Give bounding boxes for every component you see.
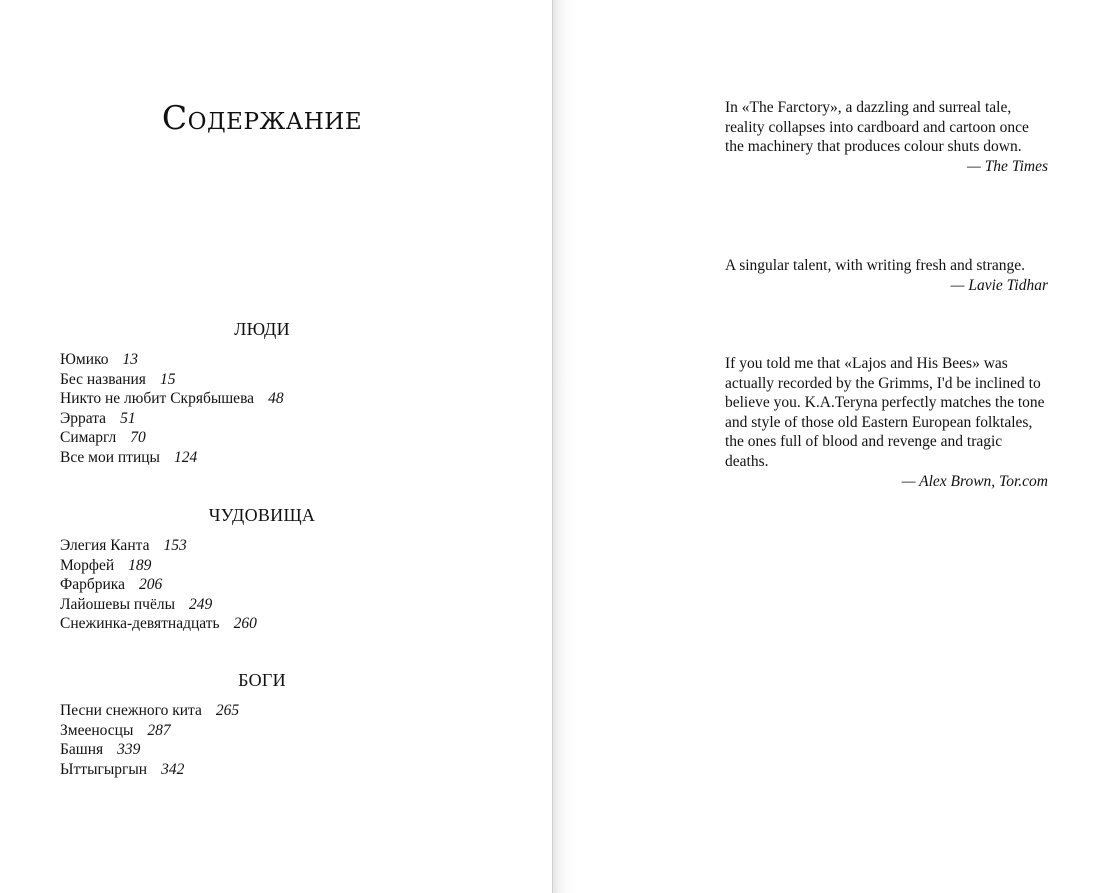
- toc-entry[interactable]: [60, 701, 464, 721]
- section-heading: ЛЮДИ: [234, 319, 290, 339]
- toc-entry[interactable]: [60, 721, 464, 741]
- entry-title: Все мои птицы: [60, 448, 160, 466]
- toc-entry[interactable]: [60, 614, 464, 634]
- toc-entry[interactable]: [60, 389, 464, 409]
- page-title: Содержание: [161, 98, 363, 137]
- entry-page-number: 51: [120, 409, 136, 427]
- quote-source: — Lavie Tidhar: [950, 276, 1048, 294]
- left-page: [0, 0, 553, 893]
- toc-entry[interactable]: [60, 595, 464, 615]
- toc-entry[interactable]: [60, 409, 464, 429]
- section-heading: ЧУДОВИЩА: [208, 505, 316, 525]
- entry-page-number: 70: [130, 429, 146, 447]
- entry-title: Юмико: [60, 351, 109, 368]
- entry-title: Змееносцы: [60, 721, 134, 739]
- entry-title: Симаргл: [60, 429, 117, 447]
- entry-page-number: 48: [268, 390, 284, 408]
- quote-text: In «The Farctory», a dazzling and surreal tale, reality collapses into cardboard and cartoon once the machinery that produces colour shuts down.: [725, 99, 1029, 156]
- entry-page-number: 339: [117, 741, 141, 759]
- entry-page-number: 153: [163, 537, 187, 554]
- entry-page-number: 189: [128, 556, 152, 574]
- blurb-quote: [725, 354, 1048, 491]
- entry-title: Фарбрика: [60, 576, 125, 594]
- entry-page-number: 342: [161, 760, 185, 778]
- quote-source: — The Times: [967, 157, 1048, 175]
- toc-entry[interactable]: [60, 536, 464, 556]
- entry-page-number: 260: [233, 615, 257, 633]
- entry-page-number: 124: [173, 448, 198, 466]
- toc-entry[interactable]: [60, 428, 464, 448]
- entry-page-number: 249: [188, 595, 213, 613]
- entry-title: Башня: [60, 741, 104, 759]
- entry-page-number: 206: [138, 576, 163, 594]
- quote-source: — Alex Brown, Tor.com: [901, 472, 1048, 490]
- entry-title: Бес названия: [60, 370, 146, 388]
- toc-entry[interactable]: [60, 760, 464, 780]
- toc-entry[interactable]: [60, 740, 464, 760]
- entry-title: Морфей: [60, 556, 115, 574]
- entry-title: Песни снежного кита: [60, 702, 202, 719]
- blurb-quote: [725, 98, 1048, 176]
- entry-title: Лайошевы пчёлы: [60, 595, 175, 613]
- toc-entry[interactable]: [60, 575, 464, 595]
- entry-title: Элегия Канта: [60, 537, 150, 554]
- toc-entry[interactable]: [60, 556, 464, 576]
- quote-text: If you told me that «Lajos and His Bees» was actually recorded by the Grimms, I'd be inclined to believe you. K.A.Teryna perfectly matches the tone and style of those old Eastern European folktales, the ones full of blood and revenge and tragic deaths.: [725, 355, 1045, 470]
- entry-page-number: 287: [147, 721, 171, 739]
- section-heading: БОГИ: [238, 670, 286, 690]
- toc-section-people: [60, 318, 464, 468]
- entry-title: Ыттыгыргын: [60, 760, 148, 778]
- toc-entry[interactable]: [60, 370, 464, 390]
- blurb-quote: [725, 256, 1048, 295]
- quote-text: A singular talent, with writing fresh and strange.: [725, 257, 1026, 274]
- entry-title: Снежинка-девятнадцать: [60, 615, 220, 633]
- toc-entry[interactable]: [60, 448, 464, 468]
- entry-page-number: 265: [215, 702, 240, 719]
- entry-page-number: 15: [159, 370, 176, 388]
- entry-page-number: 13: [122, 351, 139, 368]
- toc-section-gods: [60, 669, 464, 779]
- toc-entry[interactable]: [60, 350, 464, 370]
- entry-title: Никто не любит Скрябышева: [60, 390, 255, 408]
- toc-section-monsters: [60, 504, 464, 634]
- entry-title: Эррата: [60, 409, 107, 427]
